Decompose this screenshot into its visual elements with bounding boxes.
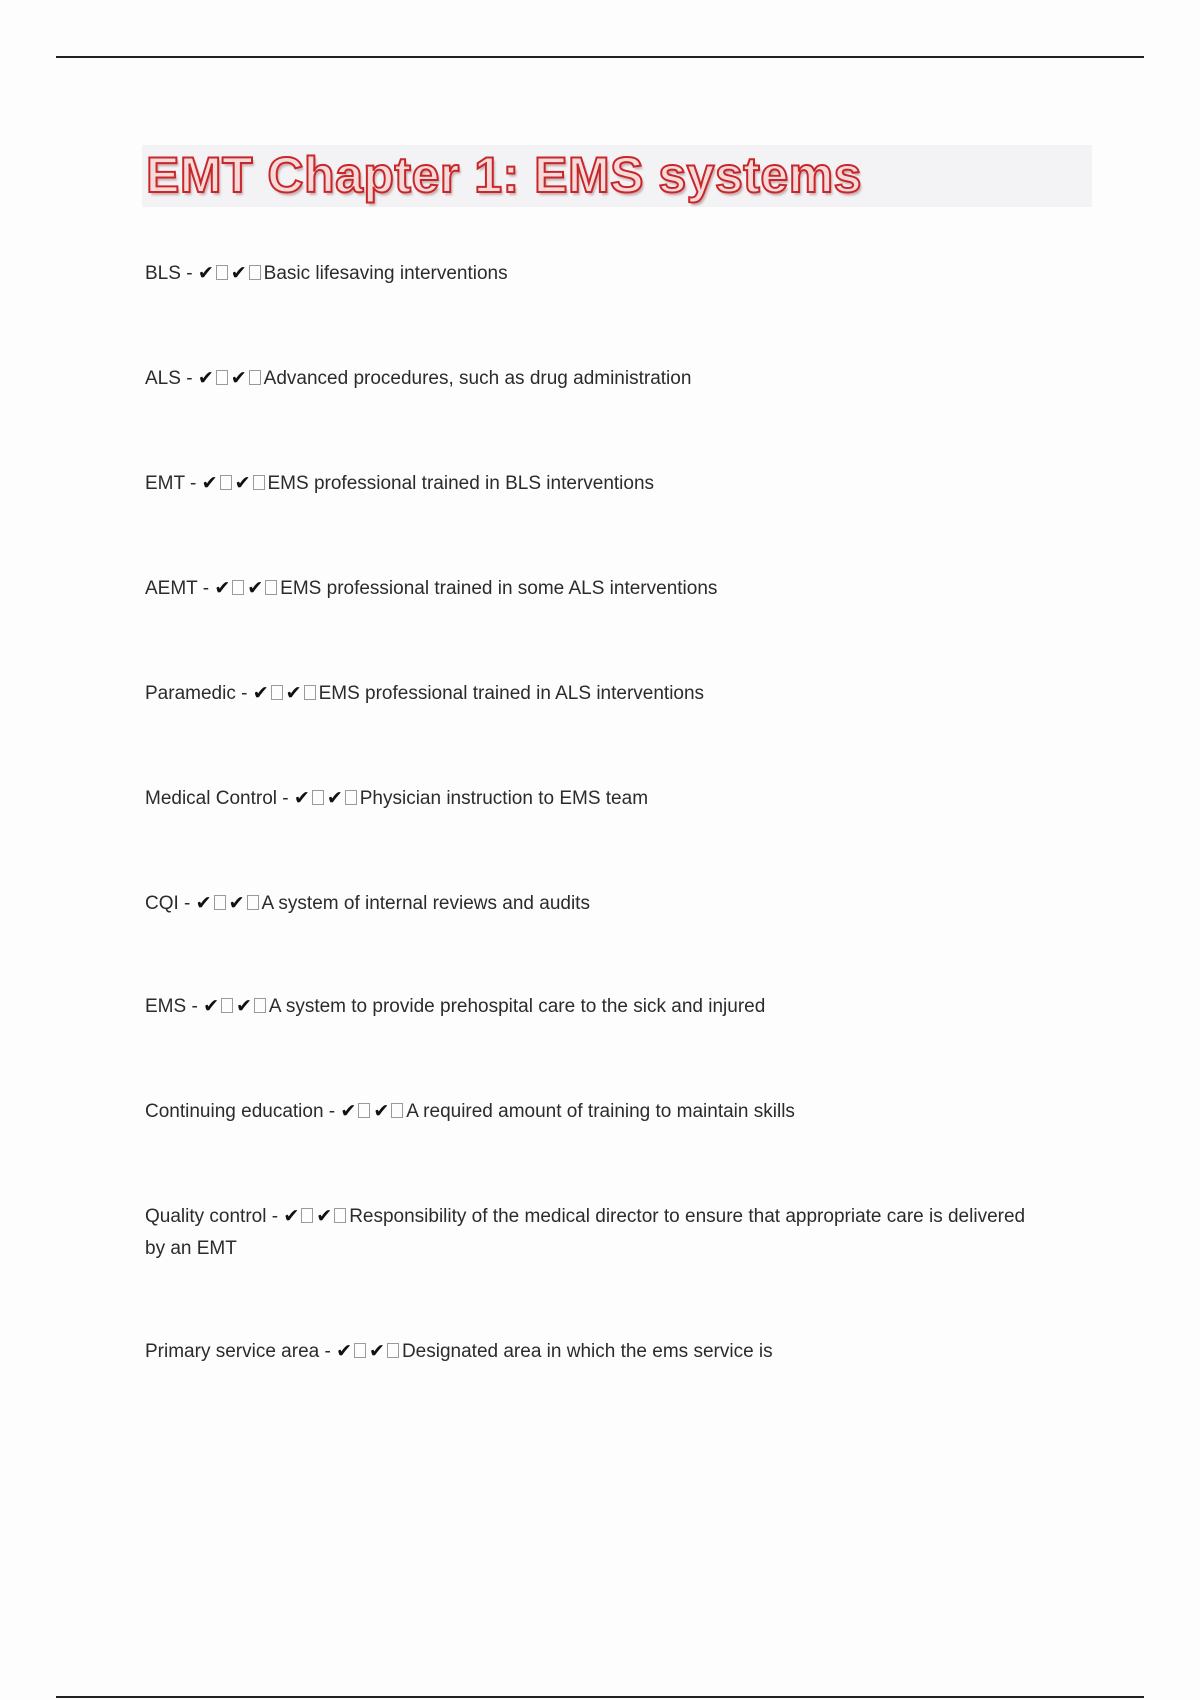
check-icon: ✔ — [340, 1101, 357, 1122]
flashcard-term: AEMT — [145, 578, 198, 599]
flashcard-term: BLS — [145, 263, 181, 284]
check-icon: ✔ — [369, 1341, 385, 1362]
flashcard-item: Quality control - ✔ ✔ Responsibility of the medical director to ensure that appropriate care is delivered by an EMT — [145, 1206, 1026, 1259]
box-icon — [304, 685, 316, 700]
flashcard-item: ALS - ✔ ✔ Advanced procedures, such as drug administration — [145, 368, 692, 389]
check-icon: ✔ — [247, 578, 264, 599]
box-icon — [334, 1208, 346, 1223]
flashcard-item: Primary service area - ✔ ✔ Designated area in which the ems service is — [145, 1341, 773, 1362]
flashcard-definition: Basic lifesaving interventions — [263, 263, 508, 284]
flashcard-term: EMT — [145, 473, 185, 494]
flashcard-item: CQI - ✔ ✔ A system of internal reviews and audits — [145, 893, 590, 914]
box-icon — [232, 580, 244, 595]
box-icon — [247, 895, 259, 910]
flashcard-definition: A required amount of training to maintain skills — [406, 1101, 795, 1122]
check-icon: ✔ — [228, 893, 245, 914]
check-icon: ✔ — [230, 368, 247, 389]
flashcard-definition: Designated area in which the ems service is — [401, 1341, 773, 1362]
flashcard-item: Paramedic - ✔ ✔ EMS professional trained in ALS interventions — [145, 683, 705, 704]
check-icon: ✔ — [373, 1101, 390, 1122]
flashcard-definition: Responsibility of the medical director to ensure that appropriate care is delivered by an EMT — [145, 1206, 1026, 1259]
box-icon — [354, 1343, 366, 1358]
box-icon — [254, 998, 266, 1013]
check-icon: ✔ — [201, 473, 218, 494]
box-icon — [345, 790, 357, 805]
check-icon: ✔ — [285, 683, 302, 704]
flashcard-term: Quality control — [145, 1206, 267, 1227]
footer-rule — [56, 1696, 1144, 1698]
box-icon — [301, 1208, 313, 1223]
check-icon: ✔ — [197, 263, 214, 284]
check-icon: ✔ — [293, 788, 310, 809]
check-icon: ✔ — [236, 996, 252, 1017]
check-icon: ✔ — [234, 473, 251, 494]
flashcard-term: Medical Control — [145, 788, 277, 809]
box-icon — [220, 475, 232, 490]
document-title: EMT Chapter 1: EMS systems — [146, 147, 862, 203]
check-icon: ✔ — [230, 263, 247, 284]
flashcard-item: BLS - ✔ ✔ Basic lifesaving interventions — [145, 263, 508, 284]
flashcard-definition: EMS professional trained in BLS interventions — [267, 473, 655, 494]
flashcard-item: EMT - ✔ ✔ EMS professional trained in BLS interventions — [145, 473, 655, 494]
flashcard-definition: A system to provide prehospital care to the sick and injured — [268, 996, 766, 1017]
check-icon: ✔ — [195, 893, 212, 914]
flashcard-definition: Advanced procedures, such as drug administration — [263, 368, 692, 389]
flashcard-definition: Physician instruction to EMS team — [359, 788, 649, 809]
check-icon: ✔ — [203, 996, 219, 1017]
box-icon — [271, 685, 283, 700]
flashcard-item: EMS - ✔ ✔ A system to provide prehospital care to the sick and injured — [145, 996, 766, 1017]
flashcard-term: Continuing education — [145, 1101, 324, 1122]
box-icon — [253, 475, 265, 490]
box-icon — [391, 1103, 403, 1118]
check-icon: ✔ — [326, 788, 343, 809]
box-icon — [387, 1343, 399, 1358]
box-icon — [221, 998, 233, 1013]
flashcard-term: Primary service area — [145, 1341, 320, 1362]
box-icon — [358, 1103, 370, 1118]
box-icon — [214, 895, 226, 910]
flashcard-term: ALS — [145, 368, 181, 389]
flashcard-definition: A system of internal reviews and audits — [261, 893, 590, 914]
flashcard-item: Medical Control - ✔ ✔ Physician instruction to EMS team — [145, 788, 649, 809]
box-icon — [249, 265, 261, 280]
flashcard-item: AEMT - ✔ ✔ EMS professional trained in some ALS interventions — [145, 578, 718, 599]
box-icon — [216, 265, 228, 280]
check-icon: ✔ — [336, 1341, 353, 1362]
flashcard-term: Paramedic — [145, 683, 236, 704]
flashcard-definition: EMS professional trained in some ALS interventions — [280, 578, 718, 599]
flashcard-definition: EMS professional trained in ALS interventions — [318, 683, 705, 704]
box-icon — [249, 370, 261, 385]
flashcard-item: Continuing education - ✔ ✔ A required amount of training to maintain skills — [145, 1101, 795, 1122]
box-icon — [265, 580, 277, 595]
check-icon: ✔ — [214, 578, 231, 599]
check-icon: ✔ — [316, 1206, 333, 1227]
box-icon — [312, 790, 324, 805]
check-icon: ✔ — [197, 368, 214, 389]
flashcard-term: CQI — [145, 893, 179, 914]
check-icon: ✔ — [252, 683, 269, 704]
flashcard-term: EMS — [145, 996, 187, 1017]
box-icon — [216, 370, 228, 385]
check-icon: ✔ — [283, 1206, 300, 1227]
header-rule — [56, 56, 1144, 58]
